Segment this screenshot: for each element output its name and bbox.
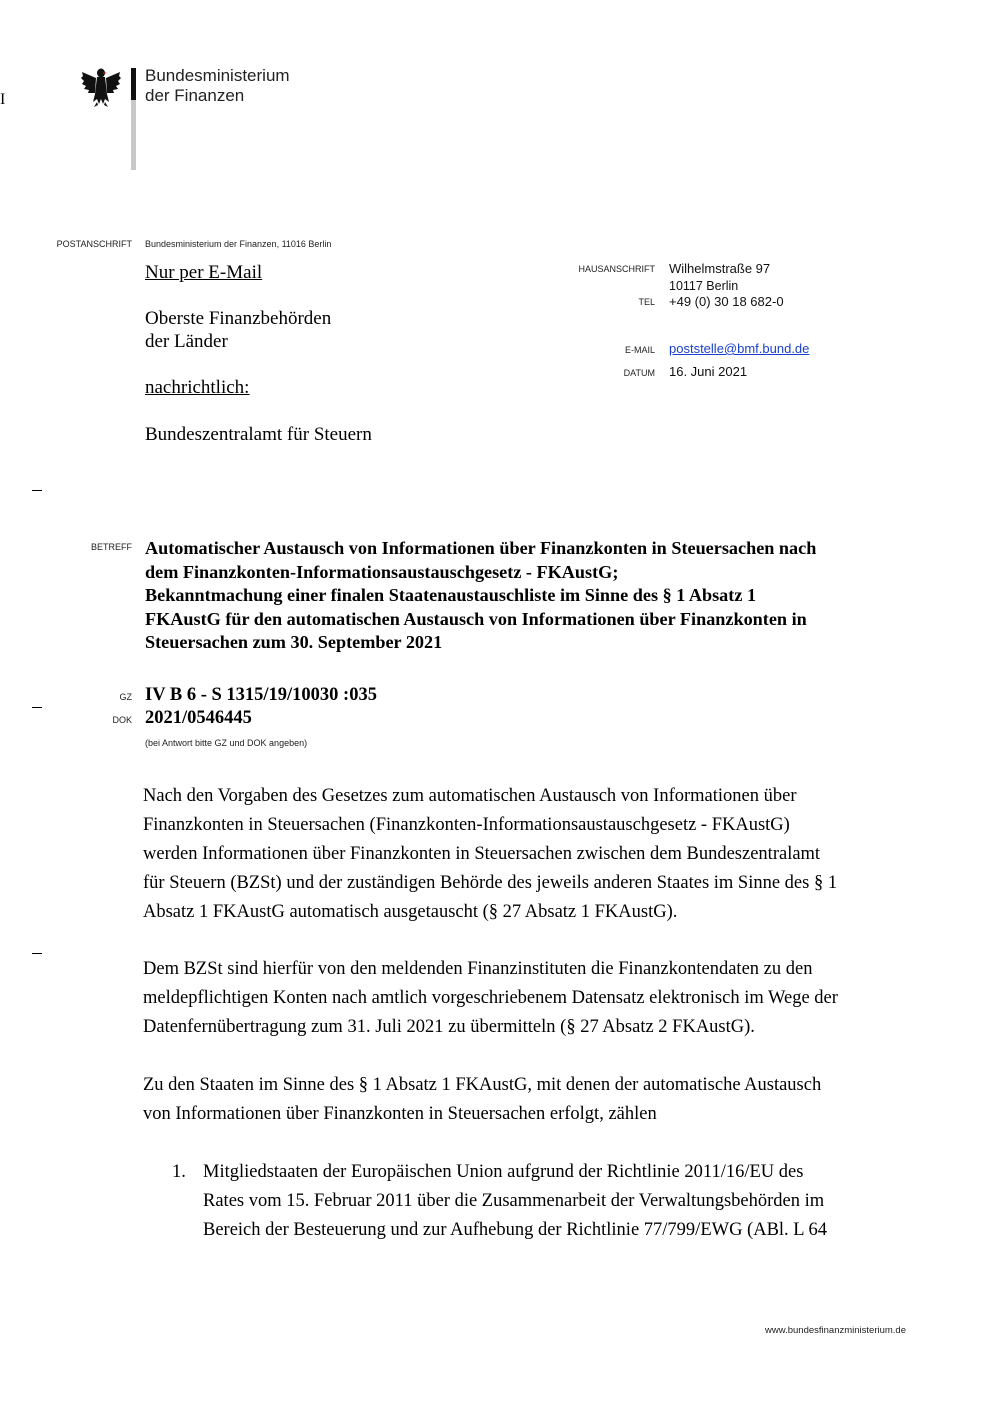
address-street: Wilhelmstraße 97 [669, 261, 771, 276]
hausanschrift-label: HAUSANSCHRIFT [578, 264, 655, 274]
margin-mark: I [0, 91, 6, 108]
list-item-number: 1. [172, 1162, 186, 1182]
paragraph-3 [143, 1071, 923, 1129]
footer-url: www.bundesfinanzministerium.de [765, 1325, 906, 1336]
tel-label: TEL [638, 297, 655, 307]
cc-label: nachrichtlich: [145, 377, 250, 398]
list-item [172, 1158, 912, 1245]
federal-eagle-icon [80, 64, 122, 108]
text-line: Absatz 1 FKAustG automatisch ausgetauscht (§ 27 Absatz 1 FKAustG). [143, 902, 678, 922]
reference-hint: (bei Antwort bitte GZ und DOK angeben) [145, 738, 308, 748]
fold-mark [32, 707, 42, 708]
ministry-name [145, 66, 290, 106]
text-line: Zu den Staaten im Sinne des § 1 Absatz 1 FKAustG, mit denen der automatische Austausch [143, 1075, 822, 1095]
subject-line: Steuersachen zum 30. September 2021 [145, 632, 443, 652]
text-line: für Steuern (BZSt) und der zuständigen Behörde des jeweils anderen Staates im Sinne des § 1 [143, 873, 838, 893]
text-line: Dem BZSt sind hierfür von den meldenden Finanzinstituten die Finanzkontendaten zu den [143, 959, 813, 979]
gz-value: IV B 6 - S 1315/19/10030 :035 [145, 685, 377, 705]
subject-line: Automatischer Austausch von Informationen über Finanzkonten in Steuersachen nach [145, 538, 817, 558]
email-label: E-MAIL [624, 345, 655, 355]
recipient-line1: Oberste Finanzbehörden [145, 308, 332, 329]
text-line: von Informationen über Finanzkonten in Steuersachen erfolgt, zählen [143, 1104, 657, 1124]
postanschrift-label: POSTANSCHRIFT [56, 239, 132, 249]
betreff-label: BETREFF [90, 542, 132, 552]
tel-value: +49 (0) 30 18 682-0 [669, 294, 784, 309]
paragraph-2 [143, 955, 923, 1042]
subject-line: Bekanntmachung einer finalen Staatenaustauschliste im Sinne des § 1 Absatz 1 [145, 585, 757, 605]
postanschrift-value: Bundesministerium der Finanzen, 11016 Berlin [145, 239, 332, 249]
text-line: werden Informationen über Finanzkonten in Steuersachen zwischen dem Bundeszentralamt [143, 844, 821, 864]
gz-label: GZ [119, 692, 132, 702]
text-line: meldepflichtigen Konten nach amtlich vorgeschriebenem Datensatz elektronisch im Wege der [143, 988, 838, 1008]
logo-bar-black [131, 68, 136, 100]
fold-mark [32, 953, 42, 954]
recipient-line2: der Länder [145, 331, 228, 352]
text-line: Mitgliedstaaten der Europäischen Union aufgrund der Richtlinie 2011/16/EU des [203, 1162, 804, 1182]
subject-line: dem Finanzkonten-Informationsaustauschgesetz - FKAustG; [145, 561, 619, 582]
dok-value: 2021/0546445 [145, 708, 252, 728]
datum-value: 16. Juni 2021 [669, 364, 748, 379]
address-city: 10117 Berlin [669, 279, 739, 293]
subject [145, 537, 945, 655]
fold-mark [32, 490, 42, 491]
ministry-name-line1: Bundesministerium [145, 66, 290, 85]
subject-line: FKAustG für den automatischen Austausch von Informationen über Finanzkonten in [145, 608, 807, 629]
email-link[interactable]: poststelle@bmf.bund.de [669, 341, 810, 356]
delivery-method: Nur per E-Mail [145, 262, 263, 283]
paragraph-1 [143, 782, 923, 927]
dok-label: DOK [112, 715, 132, 725]
cc-recipient: Bundeszentralamt für Steuern [145, 424, 372, 445]
text-line: Finanzkonten in Steuersachen (Finanzkonten-Informationsaustauschgesetz - FKAustG) [143, 815, 790, 835]
ministry-name-line2: der Finanzen [145, 86, 245, 105]
text-line: Bereich der Besteuerung und zur Aufhebung der Richtlinie 77/799/EWG (ABl. L 64 [203, 1220, 828, 1240]
datum-label: DATUM [623, 368, 655, 378]
text-line: Nach den Vorgaben des Gesetzes zum automatischen Austausch von Informationen über [143, 786, 797, 806]
text-line: Datenfernübertragung zum 31. Juli 2021 zu übermitteln (§ 27 Absatz 2 FKAustG). [143, 1017, 755, 1037]
text-line: Rates vom 15. Februar 2011 über die Zusammenarbeit der Verwaltungsbehörden im [203, 1191, 825, 1211]
list-item-text [203, 1158, 912, 1245]
logo-bar-grey [131, 100, 136, 170]
